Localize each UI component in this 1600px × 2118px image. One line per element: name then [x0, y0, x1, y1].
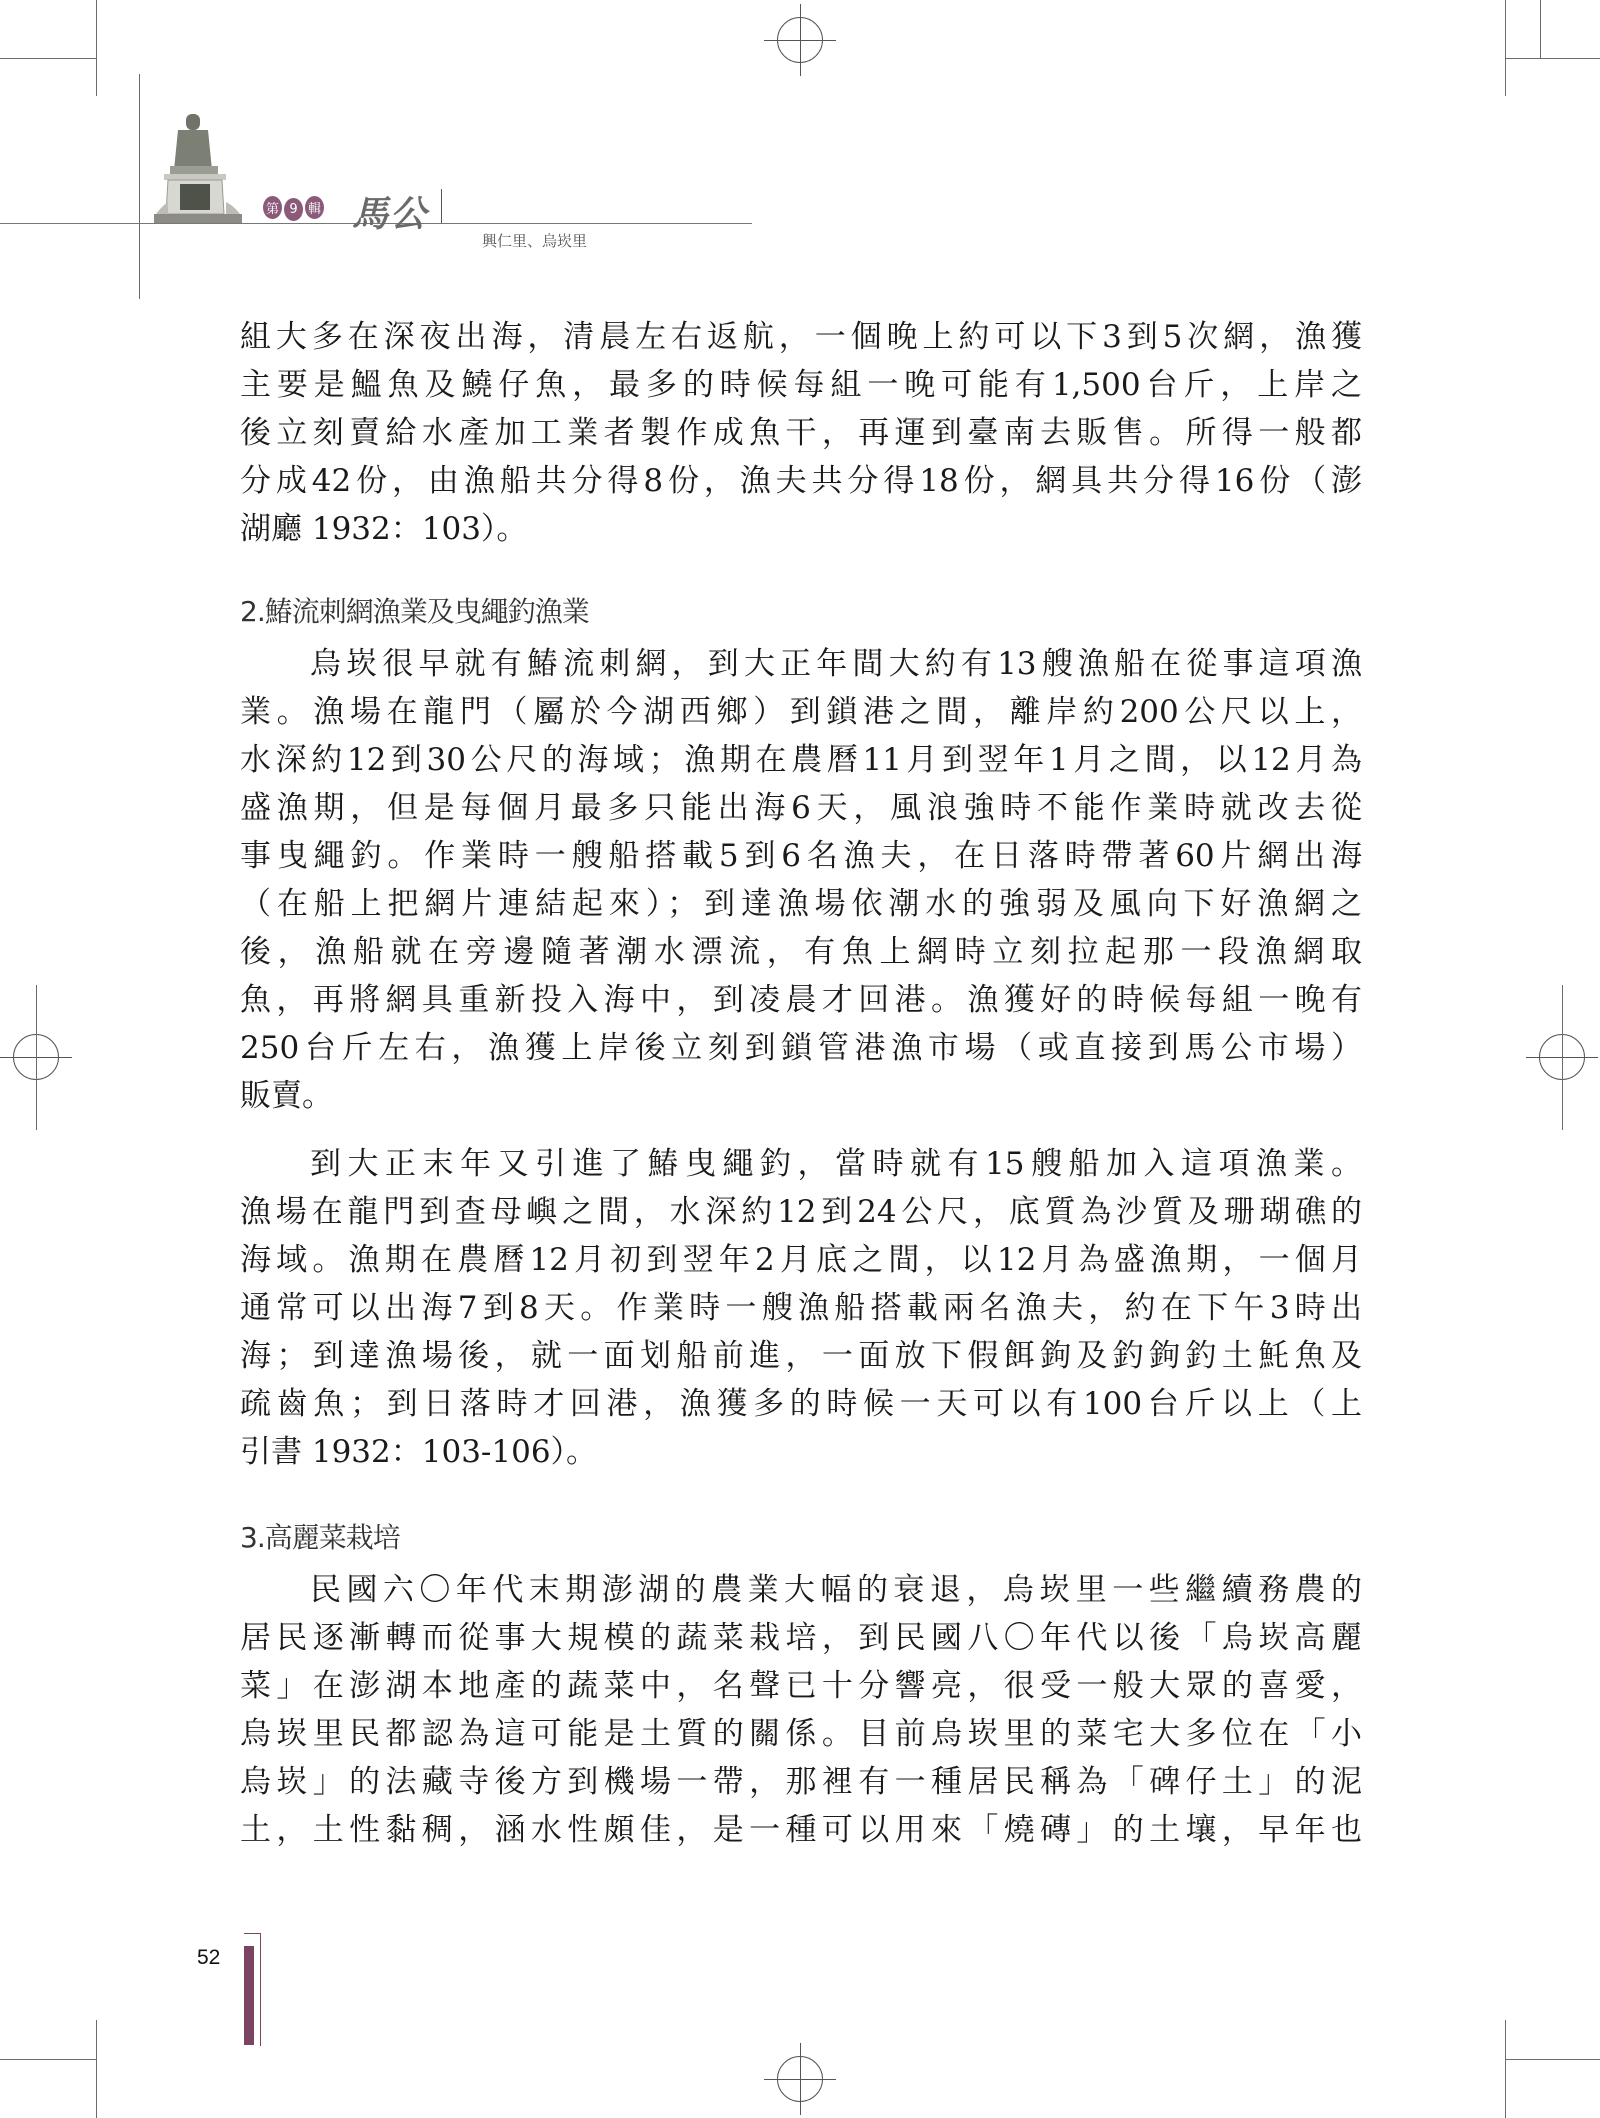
text-line: 引書 1932：103-106）。 — [240, 1434, 598, 1470]
text-line: 菜」在澎湖本地產的蔬菜中，名聲已十分響亮，很受一般大眾的喜愛， — [240, 1668, 1362, 1704]
side-line — [36, 985, 37, 1130]
text-line: 水深約12到30公尺的海域；漁期在農曆11月到翌年1月之間，以12月為 — [240, 742, 1362, 778]
section-heading: 3.高麗菜栽培 — [240, 1521, 400, 1554]
crop-mark — [96, 2020, 97, 2118]
text-line: 分成42份，由漁船共分得8份，漁夫共分得18份，網具共分得16份（澎 — [240, 463, 1362, 499]
text-line: 居民逐漸轉而從事大規模的蔬菜栽培，到民國八〇年代以後「烏崁高麗 — [240, 1620, 1362, 1656]
text-line: 海；到達漁場後，就一面划船前進，一面放下假餌鉤及釣鉤釣土魠魚及 — [240, 1338, 1362, 1374]
text-line: 烏崁」的法藏寺後方到機場一帶，那裡有一種居民稱為「碑仔土」的泥 — [240, 1764, 1362, 1800]
paragraph-1 — [240, 313, 1362, 553]
text-line: 漁場在龍門到查母嶼之間，水深約12到24公尺，底質為沙質及珊瑚礁的 — [240, 1194, 1362, 1230]
text-line: 組大多在深夜出海，清晨左右返航，一個晚上約可以下3到5次網，漁獲 — [240, 319, 1362, 355]
text-line: 事曳繩釣。作業時一艘船搭載5到6名漁夫，在日落時帶著60片網出海 — [240, 838, 1362, 874]
section-heading: 2.鰆流刺網漁業及曳繩釣漁業 — [240, 595, 589, 628]
text-line: 後，漁船就在旁邊隨著潮水漂流，有魚上網時立刻拉起那一段漁網取 — [240, 934, 1362, 970]
text-line: 疏齒魚；到日落時才回港，漁獲多的時候一天可以有100台斤以上（上 — [240, 1386, 1362, 1422]
crop-mark — [1505, 2020, 1506, 2118]
page-number: 52 — [197, 1946, 221, 1969]
crop-mark — [1540, 0, 1541, 58]
text-line: 到大正末年又引進了鰆曳繩釣，當時就有15艘船加入這項漁業。 — [310, 1146, 1362, 1182]
side-line — [1562, 985, 1563, 1130]
title-separator — [441, 189, 442, 223]
badge-char: 輯 — [305, 196, 324, 219]
text-line: 湖廳 1932：103）。 — [240, 511, 528, 547]
crop-mark — [1505, 0, 1506, 96]
text-line: 魚，再將網具重新投入海中，到凌晨才回港。漁獲好的時候每組一晚有 — [240, 982, 1362, 1018]
text-line: 民國六〇年代末期澎湖的農業大幅的衰退，烏崁里一些繼續務農的 — [310, 1572, 1362, 1608]
text-line: 海域。漁期在農曆12月初到翌年2月底之間，以12月為盛漁期，一個月 — [240, 1242, 1362, 1278]
volume-badge — [263, 196, 326, 221]
badge-char: 9 — [284, 198, 303, 221]
crop-mark — [0, 2059, 96, 2060]
crop-mark — [0, 58, 96, 59]
statue-image — [150, 110, 246, 224]
chapter-subtitle: 興仁里、烏崁里 — [482, 232, 588, 250]
registration-mark-icon — [777, 2056, 823, 2102]
paragraph-2 — [240, 640, 1362, 1120]
text-line: 主要是鰮魚及鱙仔魚，最多的時候每組一晚可能有1,500台斤，上岸之 — [240, 367, 1362, 403]
badge-char: 第 — [263, 196, 282, 219]
text-line: 烏崁很早就有鰆流刺網，到大正年間大約有13艘漁船在從事這項漁 — [310, 646, 1362, 682]
text-line: 通常可以出海7到8天。作業時一艘漁船搭載兩名漁夫，約在下午3時出 — [240, 1290, 1362, 1326]
text-line: 土，土性黏稠，涵水性頗佳，是一種可以用來「燒磚」的土壤，早年也 — [240, 1812, 1362, 1848]
text-line: 盛漁期，但是每個月最多只能出海6天，風浪強時不能作業時就改去從 — [240, 790, 1362, 826]
crop-mark — [1505, 58, 1600, 59]
paragraph-3 — [240, 1140, 1362, 1476]
text-line: 販賣。 — [240, 1078, 333, 1114]
text-line: 烏崁里民都認為這可能是土質的關係。目前烏崁里的菜宅大多位在「小 — [240, 1716, 1362, 1752]
text-line: 250台斤左右，漁獲上岸後立刻到鎖管港漁市場（或直接到馬公市場） — [240, 1030, 1362, 1066]
header-vertical-rule — [139, 74, 140, 299]
crop-mark — [1505, 2059, 1600, 2060]
text-line: 業。漁場在龍門（屬於今湖西鄉）到鎖港之間，離岸約200公尺以上， — [240, 694, 1362, 730]
registration-mark-icon — [777, 17, 823, 63]
logo-title: 馬公 — [352, 193, 429, 235]
text-line: （在船上把網片連結起來）；到達漁場依潮水的強弱及風向下好漁網之 — [240, 886, 1362, 922]
text-line: 後立刻賣給水產加工業者製作成魚干，再運到臺南去販售。所得一般都 — [240, 415, 1362, 451]
paragraph-4 — [240, 1566, 1362, 1854]
page-accent-bracket — [244, 1933, 261, 2046]
crop-mark — [96, 0, 97, 96]
